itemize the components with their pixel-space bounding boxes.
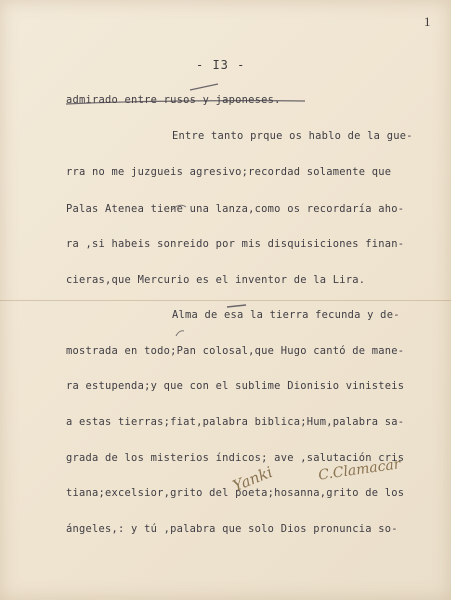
- text-line-9: ra estupenda;y que con el sublime Dionisio vinisteis: [66, 380, 405, 392]
- text-line-4: Palas Atenea tiene una lanza,como os recordaría aho-: [66, 203, 405, 215]
- page-number: - I3 -: [196, 58, 246, 72]
- text-line-2: Entre tanto prque os hablo de la gue-: [172, 130, 413, 142]
- text-line-1: admirado entre rusos y japoneses.: [66, 94, 281, 106]
- text-line-12: tiana;excelsior,grito del poeta;hosanna,grito de los: [66, 487, 405, 499]
- text-line-11: grada de los misterios índicos; ave ,salutación cris: [66, 452, 405, 464]
- handwritten-note-left: Yanki: [230, 462, 276, 496]
- text-line-7: Alma de esa la tierra fecunda y de-: [172, 309, 400, 321]
- corner-mark: 1: [424, 14, 431, 29]
- text-line-6: cieras,que Mercurio es el inventor de la Lira.: [66, 274, 366, 286]
- text-line-5: ra ,si habeis sonreido por mis disquisiciones finan-: [66, 238, 405, 250]
- text-line-3: rra no me juzgueis agresivo;recordad solamente que: [66, 166, 392, 178]
- handwritten-note-right: C.Clamacar: [317, 456, 402, 484]
- text-line-10: a estas tierras;fiat,palabra biblica;Hum,palabra sa-: [66, 416, 405, 428]
- text-line-8: mostrada en todo;Pan colosal,que Hugo cantó de mane-: [66, 345, 405, 357]
- text-line-13: ángeles,: y tú ,palabra que solo Dios pronuncia so-: [66, 523, 398, 535]
